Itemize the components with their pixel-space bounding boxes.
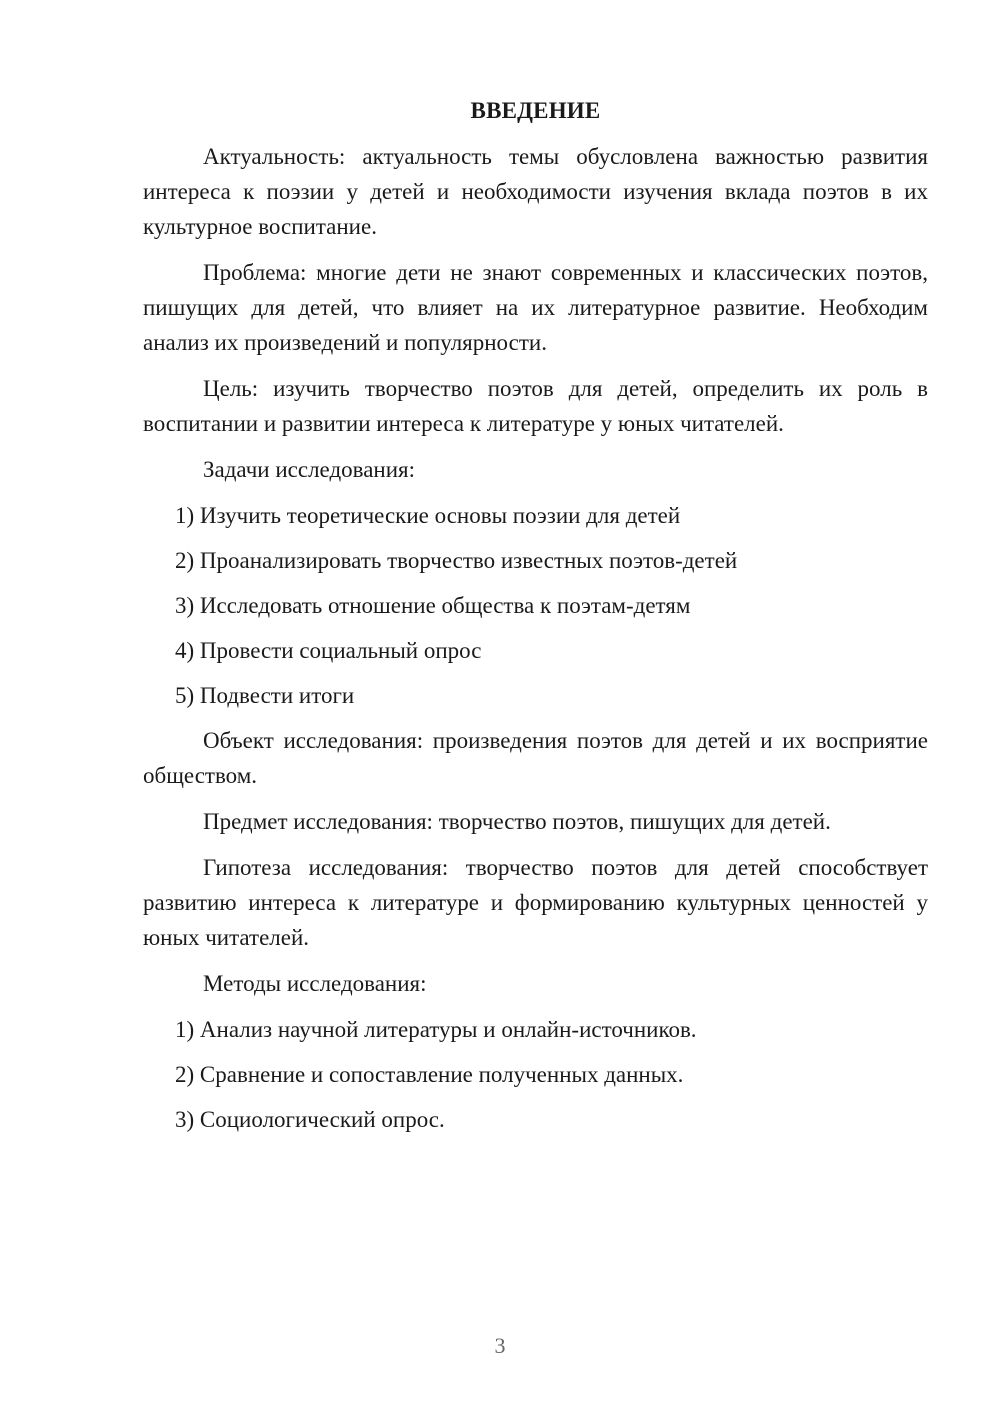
document-page	[143, 95, 928, 1147]
task-item-1: 1) Изучить теоретические основы поэзии для детей	[175, 503, 681, 528]
task-item-3: 3) Исследовать отношение общества к поэтам-детям	[175, 593, 691, 618]
subject-paragraph: Предмет исследования: творчество поэтов, пишущих для детей.	[203, 809, 831, 834]
relevance-paragraph: Актуальность: актуальность темы обусловлена важностью развития интереса к поэзии у детей и необходимости изучения вклада поэтов в их культурное воспитание.	[143, 144, 928, 239]
tasks-heading: Задачи исследования:	[203, 457, 416, 482]
task-item-4: 4) Провести социальный опрос	[175, 638, 482, 663]
methods-heading: Методы исследования:	[203, 971, 427, 996]
section-title: ВВЕДЕНИЕ	[470, 98, 601, 123]
page-number: 3	[494, 1333, 506, 1358]
task-item-2: 2) Проанализировать творчество известных поэтов-детей	[175, 548, 738, 573]
method-item-1: 1) Анализ научной литературы и онлайн-источников.	[175, 1017, 697, 1042]
methods-list	[143, 1012, 928, 1137]
tasks-list	[143, 498, 928, 713]
task-item-5: 5) Подвести итоги	[175, 683, 355, 708]
method-item-2: 2) Сравнение и сопоставление полученных данных.	[175, 1062, 684, 1087]
problem-paragraph: Проблема: многие дети не знают современных и классических поэтов, пишущих для детей, что влияет на их литературное развитие. Необходим анализ их произведений и популярности.	[143, 260, 928, 355]
goal-paragraph: Цель: изучить творчество поэтов для детей, определить их роль в воспитании и развитии интереса к литературе у юных читателей.	[143, 376, 928, 436]
object-paragraph: Объект исследования: произведения поэтов для детей и их восприятие обществом.	[143, 728, 928, 788]
hypothesis-paragraph: Гипотеза исследования: творчество поэтов для детей способствует развитию интереса к литературе и формированию культурных ценностей у юных читателей.	[143, 855, 928, 950]
method-item-3: 3) Социологический опрос.	[175, 1107, 445, 1132]
